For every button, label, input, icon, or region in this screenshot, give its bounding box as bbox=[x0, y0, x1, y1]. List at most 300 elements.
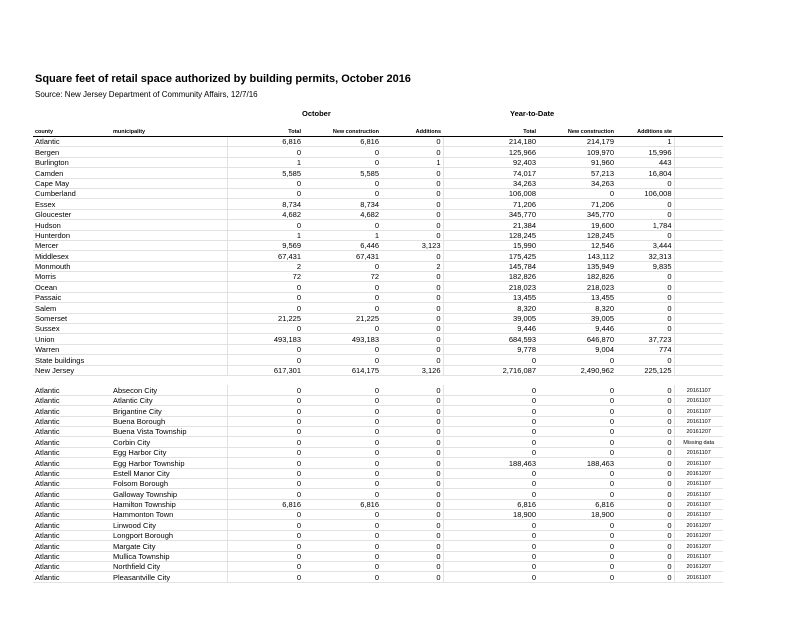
cell-county: Atlantic bbox=[33, 416, 111, 426]
cell-additions: 1 bbox=[381, 157, 443, 167]
header-additions: Additions bbox=[381, 127, 443, 137]
cell-ytd-additions: 225,125 bbox=[616, 365, 674, 375]
cell-new-construction: 6,446 bbox=[303, 240, 381, 250]
cell-total: 1 bbox=[227, 157, 303, 167]
cell-additions: 0 bbox=[381, 147, 443, 157]
cell-ytd-total: 0 bbox=[468, 541, 538, 551]
cell-county: Morris bbox=[33, 272, 111, 282]
cell-status-code bbox=[674, 157, 723, 167]
spacer-cell bbox=[443, 303, 468, 313]
cell-ytd-new-construction: 18,900 bbox=[538, 510, 616, 520]
cell-ytd-new-construction: 182,826 bbox=[538, 272, 616, 282]
cell-ytd-new-construction: 0 bbox=[538, 395, 616, 405]
cell-ytd-new-construction: 19,600 bbox=[538, 220, 616, 230]
county-row bbox=[33, 209, 723, 219]
cell-additions: 0 bbox=[381, 395, 443, 405]
header-total: Total bbox=[227, 127, 303, 137]
cell-county: Gloucester bbox=[33, 209, 111, 219]
cell-ytd-additions: 0 bbox=[616, 395, 674, 405]
cell-ytd-total: 106,008 bbox=[468, 188, 538, 198]
cell-ytd-total: 18,900 bbox=[468, 510, 538, 520]
cell-total: 0 bbox=[227, 447, 303, 457]
cell-ytd-total: 175,425 bbox=[468, 251, 538, 261]
spacer-cell bbox=[443, 447, 468, 457]
municipality-row bbox=[33, 406, 723, 416]
cell-municipality bbox=[111, 355, 227, 365]
blank-cell bbox=[468, 375, 538, 385]
cell-total: 9,569 bbox=[227, 240, 303, 250]
cell-total: 0 bbox=[227, 303, 303, 313]
cell-ytd-additions: 0 bbox=[616, 272, 674, 282]
cell-additions: 0 bbox=[381, 437, 443, 447]
cell-municipality bbox=[111, 261, 227, 271]
cell-total: 0 bbox=[227, 562, 303, 572]
cell-ytd-total: 9,446 bbox=[468, 324, 538, 334]
cell-municipality bbox=[111, 292, 227, 302]
cell-ytd-new-construction: 218,023 bbox=[538, 282, 616, 292]
cell-total: 5,585 bbox=[227, 168, 303, 178]
cell-ytd-total: 125,966 bbox=[468, 147, 538, 157]
spacer-cell bbox=[443, 395, 468, 405]
cell-ytd-new-construction: 9,446 bbox=[538, 324, 616, 334]
cell-status-code: 20161107 bbox=[674, 458, 723, 468]
cell-status-code: 20161107 bbox=[674, 499, 723, 509]
cell-new-construction: 0 bbox=[303, 261, 381, 271]
cell-total: 0 bbox=[227, 489, 303, 499]
cell-municipality: Absecon City bbox=[111, 385, 227, 395]
cell-additions: 0 bbox=[381, 447, 443, 457]
cell-ytd-total: 0 bbox=[468, 437, 538, 447]
cell-additions: 0 bbox=[381, 324, 443, 334]
cell-municipality: Galloway Township bbox=[111, 489, 227, 499]
cell-municipality bbox=[111, 137, 227, 147]
cell-total: 0 bbox=[227, 468, 303, 478]
cell-status-code: 20161107 bbox=[674, 395, 723, 405]
cell-additions: 3,126 bbox=[381, 365, 443, 375]
cell-new-construction: 5,585 bbox=[303, 168, 381, 178]
cell-ytd-new-construction: 39,005 bbox=[538, 313, 616, 323]
cell-ytd-additions: 0 bbox=[616, 385, 674, 395]
cell-ytd-new-construction: 0 bbox=[538, 355, 616, 365]
spacer-cell bbox=[443, 468, 468, 478]
cell-county: New Jersey bbox=[33, 365, 111, 375]
cell-new-construction: 67,431 bbox=[303, 251, 381, 261]
cell-total: 0 bbox=[227, 188, 303, 198]
municipality-row bbox=[33, 520, 723, 530]
report-title: Square feet of retail space authorized by building permits, October 2016 bbox=[35, 73, 411, 85]
blank-cell bbox=[33, 375, 111, 385]
cell-status-code: 20161107 bbox=[674, 416, 723, 426]
cell-total: 0 bbox=[227, 282, 303, 292]
cell-ytd-additions: 0 bbox=[616, 551, 674, 561]
cell-ytd-total: 0 bbox=[468, 562, 538, 572]
cell-total: 0 bbox=[227, 147, 303, 157]
cell-ytd-additions: 0 bbox=[616, 510, 674, 520]
spacer-cell bbox=[443, 334, 468, 344]
cell-total: 0 bbox=[227, 220, 303, 230]
cell-municipality: Northfield City bbox=[111, 562, 227, 572]
cell-ytd-total: 74,017 bbox=[468, 168, 538, 178]
spacer-cell bbox=[443, 541, 468, 551]
county-row bbox=[33, 178, 723, 188]
spacer-cell bbox=[443, 385, 468, 395]
cell-additions: 0 bbox=[381, 282, 443, 292]
cell-additions: 0 bbox=[381, 416, 443, 426]
cell-ytd-new-construction: 345,770 bbox=[538, 209, 616, 219]
cell-county: Salem bbox=[33, 303, 111, 313]
cell-total: 0 bbox=[227, 395, 303, 405]
cell-total: 0 bbox=[227, 572, 303, 582]
cell-county: Atlantic bbox=[33, 406, 111, 416]
cell-ytd-total: 0 bbox=[468, 572, 538, 582]
cell-ytd-additions: 0 bbox=[616, 447, 674, 457]
cell-county: Atlantic bbox=[33, 541, 111, 551]
cell-ytd-total: 218,023 bbox=[468, 282, 538, 292]
municipality-row bbox=[33, 468, 723, 478]
cell-county: Atlantic bbox=[33, 530, 111, 540]
county-row bbox=[33, 147, 723, 157]
cell-new-construction: 0 bbox=[303, 292, 381, 302]
cell-ytd-total: 182,826 bbox=[468, 272, 538, 282]
municipality-row bbox=[33, 510, 723, 520]
cell-ytd-total: 0 bbox=[468, 447, 538, 457]
cell-total: 67,431 bbox=[227, 251, 303, 261]
spacer-cell bbox=[443, 437, 468, 447]
cell-additions: 3,123 bbox=[381, 240, 443, 250]
cell-ytd-total: 9,778 bbox=[468, 344, 538, 354]
cell-new-construction: 0 bbox=[303, 395, 381, 405]
cell-ytd-total: 188,463 bbox=[468, 458, 538, 468]
cell-additions: 0 bbox=[381, 458, 443, 468]
cell-additions: 0 bbox=[381, 188, 443, 198]
blank-cell bbox=[538, 375, 616, 385]
municipality-row bbox=[33, 572, 723, 582]
cell-status-code bbox=[674, 147, 723, 157]
municipality-row bbox=[33, 478, 723, 488]
cell-total: 0 bbox=[227, 437, 303, 447]
cell-ytd-new-construction: 128,245 bbox=[538, 230, 616, 240]
cell-ytd-additions: 0 bbox=[616, 292, 674, 302]
cell-ytd-new-construction: 9,004 bbox=[538, 344, 616, 354]
cell-ytd-new-construction: 0 bbox=[538, 416, 616, 426]
cell-ytd-new-construction: 135,949 bbox=[538, 261, 616, 271]
cell-status-code bbox=[674, 261, 723, 271]
spacer-cell bbox=[443, 230, 468, 240]
cell-ytd-new-construction: 91,960 bbox=[538, 157, 616, 167]
cell-ytd-new-construction: 0 bbox=[538, 562, 616, 572]
cell-new-construction: 0 bbox=[303, 562, 381, 572]
cell-status-code bbox=[674, 209, 723, 219]
cell-total: 0 bbox=[227, 510, 303, 520]
cell-additions: 0 bbox=[381, 385, 443, 395]
cell-ytd-additions: 0 bbox=[616, 437, 674, 447]
cell-new-construction: 6,816 bbox=[303, 499, 381, 509]
cell-ytd-additions: 0 bbox=[616, 499, 674, 509]
cell-municipality bbox=[111, 303, 227, 313]
cell-ytd-new-construction: 57,213 bbox=[538, 168, 616, 178]
cell-new-construction: 0 bbox=[303, 157, 381, 167]
county-row bbox=[33, 199, 723, 209]
cell-new-construction: 614,175 bbox=[303, 365, 381, 375]
cell-ytd-additions: 0 bbox=[616, 355, 674, 365]
cell-municipality: Folsom Borough bbox=[111, 478, 227, 488]
cell-additions: 0 bbox=[381, 478, 443, 488]
cell-county: Somerset bbox=[33, 313, 111, 323]
cell-municipality: Brigantine City bbox=[111, 406, 227, 416]
cell-total: 2 bbox=[227, 261, 303, 271]
cell-ytd-new-construction: 0 bbox=[538, 437, 616, 447]
cell-total: 6,816 bbox=[227, 499, 303, 509]
cell-ytd-new-construction: 214,179 bbox=[538, 137, 616, 147]
cell-municipality bbox=[111, 168, 227, 178]
cell-ytd-total: 345,770 bbox=[468, 209, 538, 219]
cell-county: Warren bbox=[33, 344, 111, 354]
cell-status-code: 20161107 bbox=[674, 406, 723, 416]
cell-additions: 0 bbox=[381, 406, 443, 416]
cell-ytd-new-construction: 0 bbox=[538, 188, 616, 198]
cell-additions: 0 bbox=[381, 220, 443, 230]
cell-municipality bbox=[111, 324, 227, 334]
cell-status-code: 20161207 bbox=[674, 468, 723, 478]
header-county: county bbox=[33, 127, 111, 137]
cell-new-construction: 0 bbox=[303, 303, 381, 313]
cell-municipality bbox=[111, 251, 227, 261]
cell-status-code: 20161107 bbox=[674, 447, 723, 457]
cell-ytd-additions: 0 bbox=[616, 520, 674, 530]
cell-municipality: Margate City bbox=[111, 541, 227, 551]
cell-new-construction: 0 bbox=[303, 510, 381, 520]
cell-additions: 0 bbox=[381, 468, 443, 478]
cell-municipality bbox=[111, 230, 227, 240]
cell-status-code: 20161107 bbox=[674, 572, 723, 582]
cell-county: Cumberland bbox=[33, 188, 111, 198]
cell-new-construction: 0 bbox=[303, 385, 381, 395]
cell-status-code bbox=[674, 199, 723, 209]
cell-ytd-new-construction: 646,870 bbox=[538, 334, 616, 344]
cell-county: Atlantic bbox=[33, 385, 111, 395]
county-row bbox=[33, 251, 723, 261]
spacer-cell bbox=[443, 188, 468, 198]
cell-ytd-additions: 0 bbox=[616, 303, 674, 313]
county-row bbox=[33, 344, 723, 354]
cell-total: 0 bbox=[227, 426, 303, 436]
cell-county: Atlantic bbox=[33, 520, 111, 530]
cell-ytd-additions: 0 bbox=[616, 178, 674, 188]
cell-ytd-additions: 443 bbox=[616, 157, 674, 167]
municipality-row bbox=[33, 562, 723, 572]
group-header-october: October bbox=[302, 109, 331, 118]
cell-total: 0 bbox=[227, 344, 303, 354]
county-row bbox=[33, 313, 723, 323]
cell-municipality bbox=[111, 344, 227, 354]
cell-municipality: Atlantic City bbox=[111, 395, 227, 405]
cell-municipality: Estell Manor City bbox=[111, 468, 227, 478]
cell-additions: 0 bbox=[381, 272, 443, 282]
cell-municipality: Hammonton Town bbox=[111, 510, 227, 520]
county-row bbox=[33, 292, 723, 302]
header-municipality: municipality bbox=[111, 127, 227, 137]
cell-ytd-total: 214,180 bbox=[468, 137, 538, 147]
cell-additions: 0 bbox=[381, 520, 443, 530]
cell-ytd-new-construction: 0 bbox=[538, 447, 616, 457]
cell-new-construction: 0 bbox=[303, 447, 381, 457]
cell-county: Atlantic bbox=[33, 489, 111, 499]
municipality-row bbox=[33, 541, 723, 551]
cell-county: Atlantic bbox=[33, 572, 111, 582]
cell-ytd-additions: 0 bbox=[616, 230, 674, 240]
county-row bbox=[33, 168, 723, 178]
cell-ytd-new-construction: 0 bbox=[538, 478, 616, 488]
cell-county: Ocean bbox=[33, 282, 111, 292]
cell-total: 0 bbox=[227, 478, 303, 488]
cell-new-construction: 0 bbox=[303, 437, 381, 447]
cell-ytd-total: 39,005 bbox=[468, 313, 538, 323]
cell-status-code: 20161107 bbox=[674, 478, 723, 488]
cell-total: 0 bbox=[227, 292, 303, 302]
cell-ytd-total: 0 bbox=[468, 416, 538, 426]
cell-new-construction: 21,225 bbox=[303, 313, 381, 323]
cell-status-code bbox=[674, 220, 723, 230]
cell-ytd-additions: 0 bbox=[616, 489, 674, 499]
cell-status-code bbox=[674, 313, 723, 323]
cell-municipality: Pleasantville City bbox=[111, 572, 227, 582]
cell-municipality bbox=[111, 272, 227, 282]
cell-ytd-new-construction: 188,463 bbox=[538, 458, 616, 468]
cell-new-construction: 0 bbox=[303, 530, 381, 540]
county-row bbox=[33, 324, 723, 334]
spacer-cell bbox=[443, 562, 468, 572]
cell-ytd-total: 0 bbox=[468, 385, 538, 395]
cell-status-code: 20161107 bbox=[674, 510, 723, 520]
cell-ytd-additions: 32,313 bbox=[616, 251, 674, 261]
cell-new-construction: 0 bbox=[303, 551, 381, 561]
cell-new-construction: 0 bbox=[303, 468, 381, 478]
county-row bbox=[33, 240, 723, 250]
blank-cell bbox=[303, 375, 381, 385]
blank-cell bbox=[616, 375, 674, 385]
cell-county: Atlantic bbox=[33, 137, 111, 147]
cell-additions: 0 bbox=[381, 251, 443, 261]
cell-county: Mercer bbox=[33, 240, 111, 250]
cell-municipality: Linwood City bbox=[111, 520, 227, 530]
cell-new-construction: 72 bbox=[303, 272, 381, 282]
cell-status-code bbox=[674, 251, 723, 261]
county-row bbox=[33, 355, 723, 365]
cell-ytd-total: 0 bbox=[468, 478, 538, 488]
cell-county: Burlington bbox=[33, 157, 111, 167]
cell-ytd-additions: 0 bbox=[616, 209, 674, 219]
source-note: Source: New Jersey Department of Community Affairs, 12/7/16 bbox=[35, 90, 258, 99]
spacer-cell bbox=[443, 551, 468, 561]
cell-municipality bbox=[111, 334, 227, 344]
spacer-cell bbox=[443, 282, 468, 292]
blank-cell bbox=[674, 375, 723, 385]
cell-new-construction: 0 bbox=[303, 220, 381, 230]
cell-additions: 0 bbox=[381, 499, 443, 509]
cell-ytd-total: 0 bbox=[468, 530, 538, 540]
cell-total: 0 bbox=[227, 406, 303, 416]
cell-municipality: Longport Borough bbox=[111, 530, 227, 540]
cell-status-code bbox=[674, 334, 723, 344]
cell-status-code bbox=[674, 324, 723, 334]
spacer-cell bbox=[443, 478, 468, 488]
cell-county: Atlantic bbox=[33, 551, 111, 561]
spacer-cell bbox=[443, 261, 468, 271]
cell-ytd-total: 0 bbox=[468, 355, 538, 365]
county-row bbox=[33, 282, 723, 292]
cell-additions: 0 bbox=[381, 541, 443, 551]
cell-municipality: Egg Harbor Township bbox=[111, 458, 227, 468]
spacer-cell bbox=[443, 251, 468, 261]
cell-new-construction: 0 bbox=[303, 282, 381, 292]
cell-status-code: 20161107 bbox=[674, 489, 723, 499]
cell-county: Hunterdon bbox=[33, 230, 111, 240]
cell-new-construction: 0 bbox=[303, 344, 381, 354]
spacer-cell bbox=[443, 313, 468, 323]
cell-ytd-total: 13,455 bbox=[468, 292, 538, 302]
municipality-row bbox=[33, 489, 723, 499]
cell-status-code: 20161207 bbox=[674, 562, 723, 572]
cell-ytd-total: 128,245 bbox=[468, 230, 538, 240]
header-spacer bbox=[443, 127, 468, 137]
cell-municipality bbox=[111, 147, 227, 157]
blank-cell bbox=[111, 375, 227, 385]
cell-county: Middlesex bbox=[33, 251, 111, 261]
municipality-row bbox=[33, 437, 723, 447]
cell-ytd-additions: 774 bbox=[616, 344, 674, 354]
cell-county: Cape May bbox=[33, 178, 111, 188]
cell-ytd-additions: 9,835 bbox=[616, 261, 674, 271]
spacer-cell bbox=[443, 157, 468, 167]
cell-ytd-additions: 37,723 bbox=[616, 334, 674, 344]
cell-ytd-total: 0 bbox=[468, 406, 538, 416]
cell-ytd-new-construction: 0 bbox=[538, 520, 616, 530]
spacer-cell bbox=[443, 530, 468, 540]
cell-ytd-new-construction: 0 bbox=[538, 468, 616, 478]
cell-status-code: 20161107 bbox=[674, 385, 723, 395]
municipality-row bbox=[33, 426, 723, 436]
cell-ytd-total: 21,384 bbox=[468, 220, 538, 230]
cell-status-code bbox=[674, 272, 723, 282]
cell-municipality bbox=[111, 365, 227, 375]
cell-new-construction: 6,816 bbox=[303, 137, 381, 147]
cell-additions: 0 bbox=[381, 562, 443, 572]
spacer-cell bbox=[443, 137, 468, 147]
spacer-cell bbox=[443, 324, 468, 334]
cell-municipality bbox=[111, 188, 227, 198]
cell-ytd-additions: 0 bbox=[616, 324, 674, 334]
cell-ytd-new-construction: 0 bbox=[538, 572, 616, 582]
cell-total: 617,301 bbox=[227, 365, 303, 375]
cell-county: Sussex bbox=[33, 324, 111, 334]
cell-county: Atlantic bbox=[33, 395, 111, 405]
cell-total: 8,734 bbox=[227, 199, 303, 209]
cell-additions: 2 bbox=[381, 261, 443, 271]
header-status bbox=[674, 127, 723, 137]
cell-ytd-new-construction: 0 bbox=[538, 530, 616, 540]
cell-municipality bbox=[111, 157, 227, 167]
cell-ytd-total: 0 bbox=[468, 551, 538, 561]
cell-municipality: Egg Harbor City bbox=[111, 447, 227, 457]
cell-county: Atlantic bbox=[33, 447, 111, 457]
section-divider bbox=[33, 375, 723, 385]
cell-new-construction: 0 bbox=[303, 188, 381, 198]
spacer-cell bbox=[443, 499, 468, 509]
cell-ytd-additions: 0 bbox=[616, 478, 674, 488]
cell-new-construction: 0 bbox=[303, 541, 381, 551]
county-row bbox=[33, 137, 723, 147]
cell-county: Atlantic bbox=[33, 458, 111, 468]
